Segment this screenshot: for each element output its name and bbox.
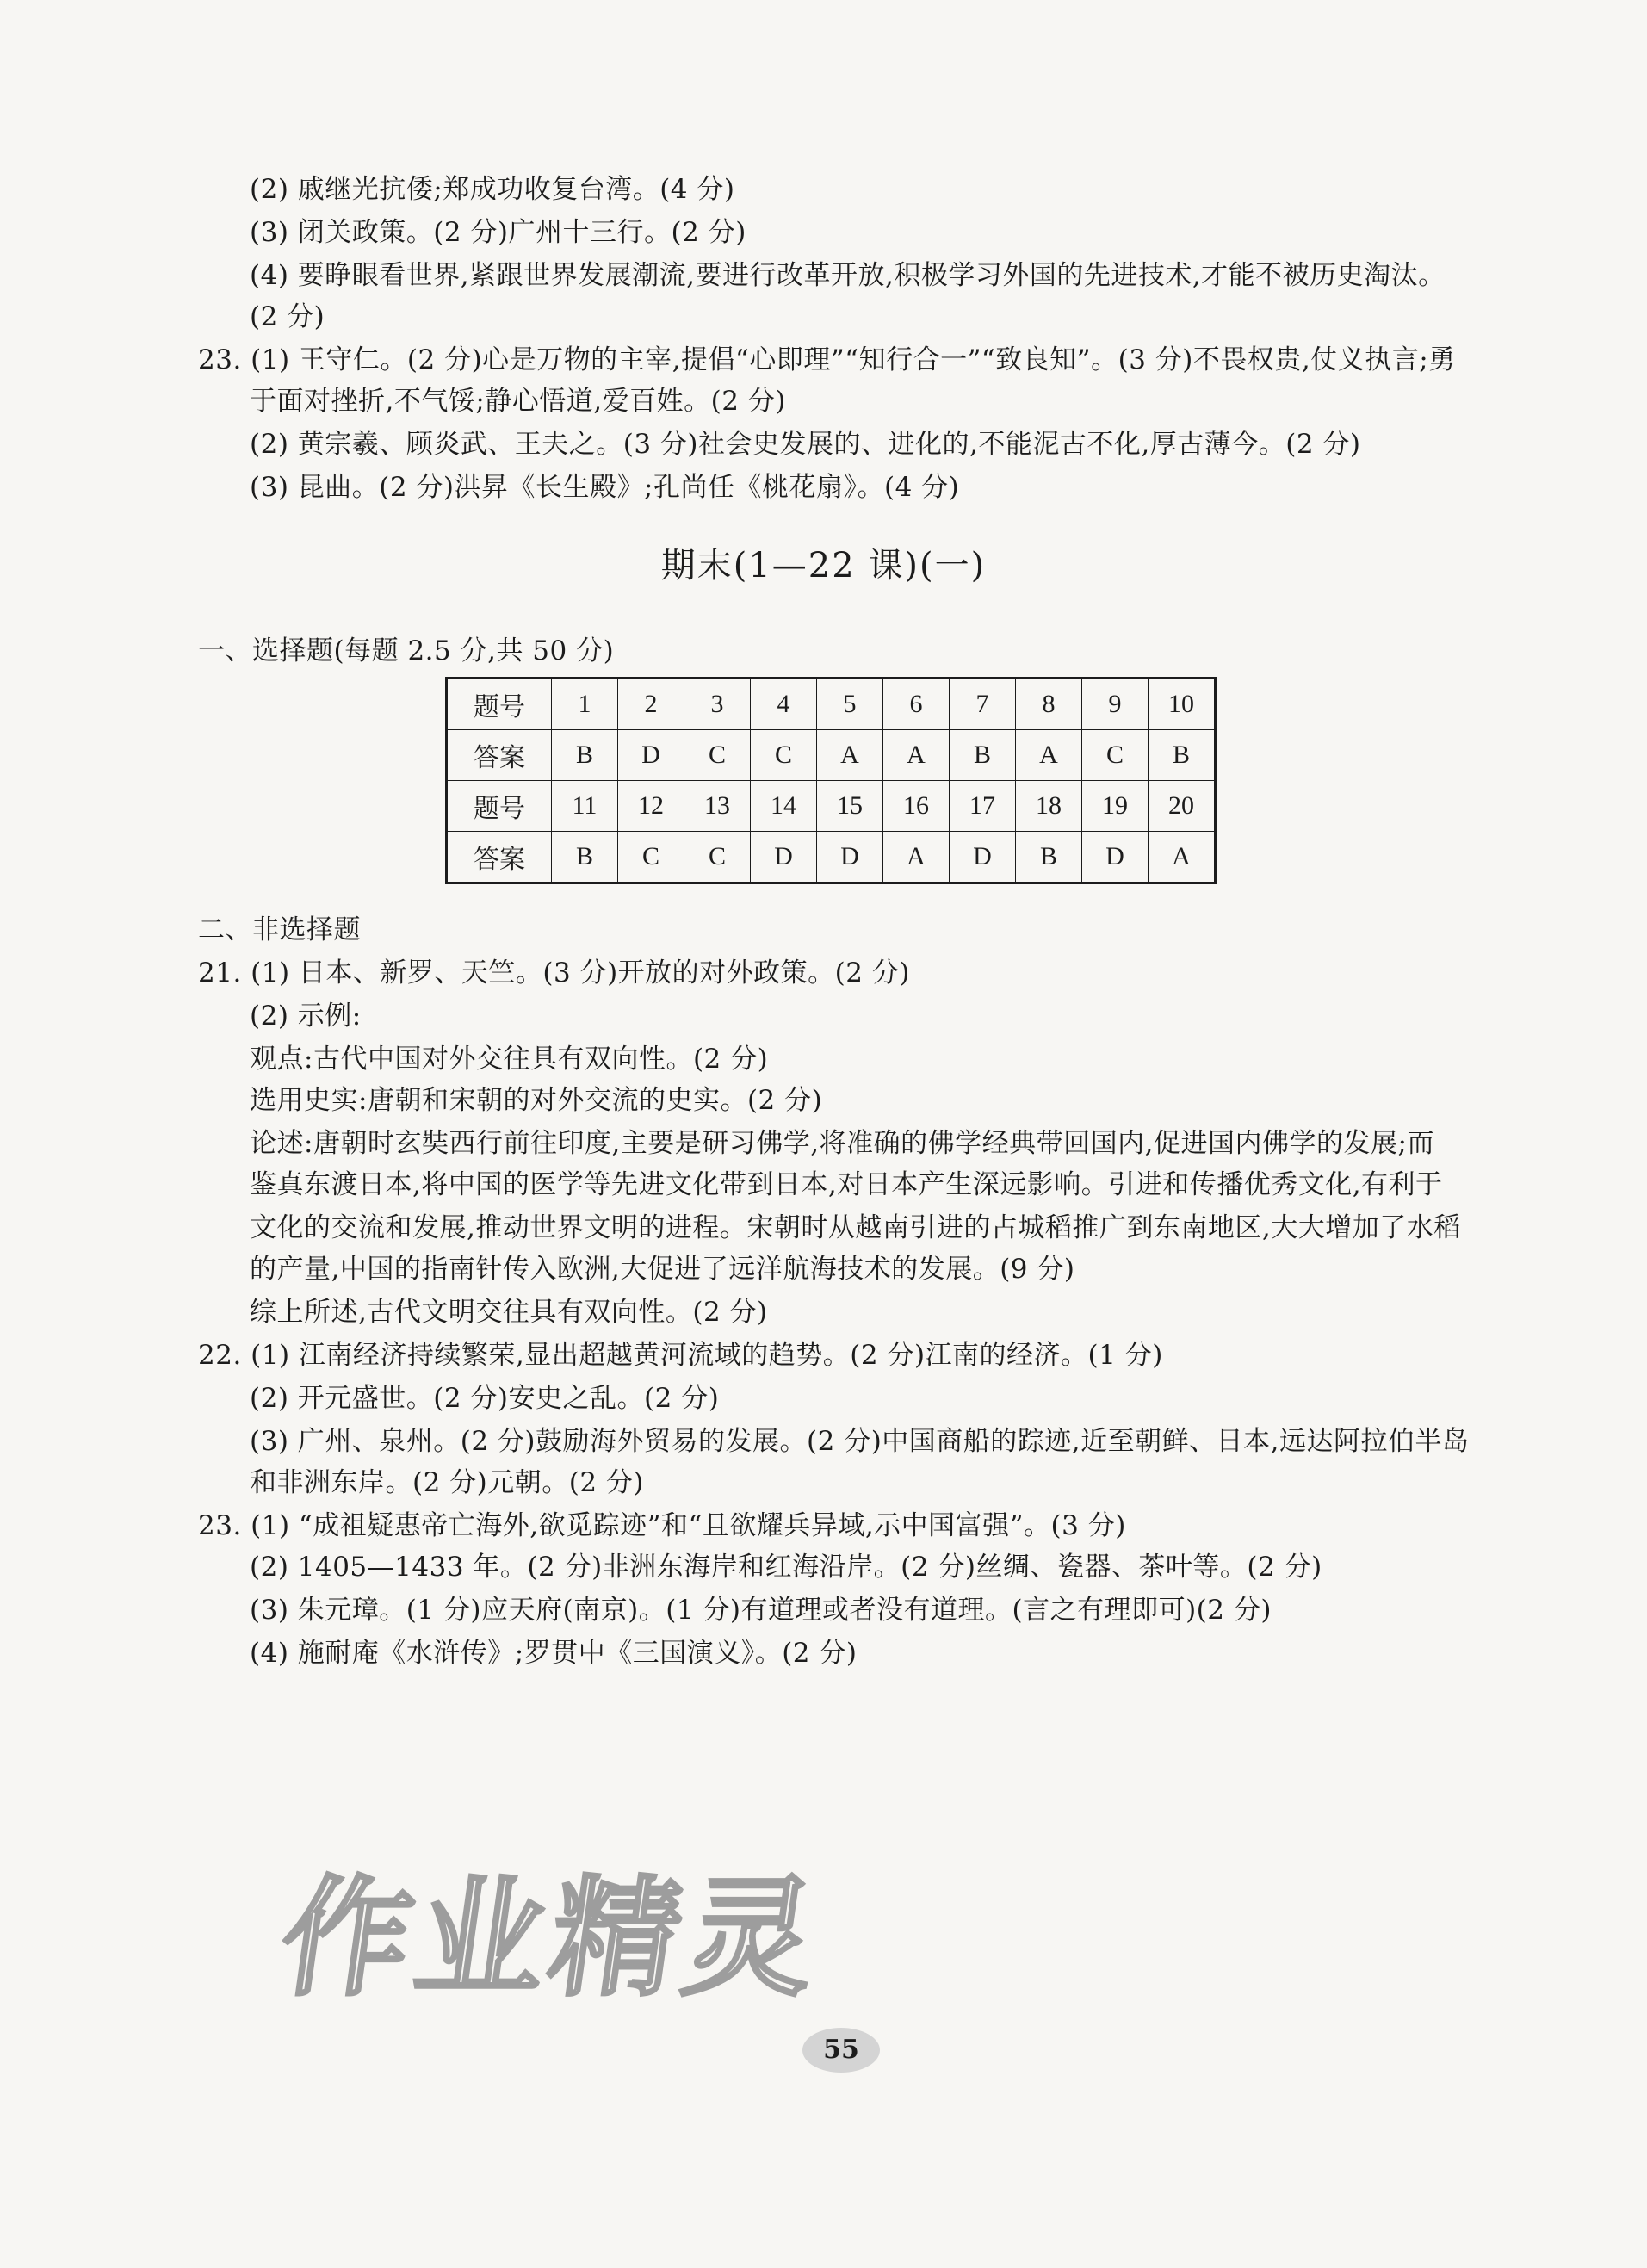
answer-line: (3) 闭关政策。(2 分)广州十三行。(2 分) [250, 217, 746, 248]
answer-line: (4) 施耐庵《水浒传》;罗贯中《三国演义》。(2 分) [250, 1638, 858, 1669]
table-cell: 12 [618, 781, 684, 832]
table-cell: C [684, 730, 751, 781]
table-cell: 19 [1082, 781, 1149, 832]
table-cell: C [618, 832, 684, 883]
table-cell: 1 [552, 679, 618, 730]
answer-line: (4) 要睁眼看世界,紧跟世界发展潮流,要进行改革开放,积极学习外国的先进技术,才能不被历史淘汰。 [250, 260, 1446, 291]
answer-line: (3) 朱元璋。(1 分)应天府(南京)。(1 分)有道理或者没有道理。(言之有理即可)(2 分) [250, 1595, 1272, 1626]
answer-line: 观点:古代中国对外交往具有双向性。(2 分) [250, 1044, 769, 1075]
question-23-line: 23. (1) 王守仁。(2 分)心是万物的主宰,提倡“心即理”“知行合一”“致良知”。(3 分)不畏权贵,仗义执言;勇 [198, 344, 1456, 375]
table-cell: B [950, 730, 1016, 781]
table-cell: D [751, 832, 817, 883]
answer-line: (2) 黄宗羲、顾炎武、王夫之。(3 分)社会史发展的、进化的,不能泥古不化,厚古薄今。(2 分) [250, 429, 1361, 460]
answer-line: 的产量,中国的指南针传入欧洲,大促进了远洋航海技术的发展。(9 分) [250, 1254, 1075, 1285]
row-label: 答案 [447, 730, 552, 781]
table-cell: D [817, 832, 883, 883]
answer-line: (2) 1405—1433 年。(2 分)非洲东海岸和红海沿岸。(2 分)丝绸、瓷器、茶叶等。(2 分) [250, 1552, 1322, 1583]
table-row [447, 730, 1216, 781]
table-cell: A [817, 730, 883, 781]
answer-line: 论述:唐朝时玄奘西行前往印度,主要是研习佛学,将准确的佛学经典带回国内,促进国内佛学的发展;而 [250, 1128, 1434, 1159]
section-heading-choice: 一、选择题(每题 2.5 分,共 50 分) [198, 635, 615, 666]
table-row [447, 832, 1216, 883]
table-cell: 15 [817, 781, 883, 832]
answer-line: (2 分) [250, 301, 325, 332]
answer-line: 鉴真东渡日本,将中国的医学等先进文化带到日本,对日本产生深远影响。引进和传播优秀文化,有利于 [250, 1169, 1443, 1200]
table-row [447, 781, 1216, 832]
table-cell: D [1082, 832, 1149, 883]
answer-line: 综上所述,古代文明交往具有双向性。(2 分) [250, 1297, 768, 1328]
table-cell: A [883, 730, 950, 781]
table-cell: 17 [950, 781, 1016, 832]
answer-line: 文化的交流和发展,推动世界文明的进程。宋朝时从越南引进的占城稻推广到东南地区,大大增加了水稻 [250, 1212, 1461, 1243]
answer-line: (2) 开元盛世。(2 分)安史之乱。(2 分) [250, 1383, 720, 1414]
table-cell: 4 [751, 679, 817, 730]
table-cell: D [618, 730, 684, 781]
answer-line: 选用史实:唐朝和宋朝的对外交流的史实。(2 分) [250, 1085, 823, 1116]
table-cell: C [684, 832, 751, 883]
table-cell: A [1149, 832, 1216, 883]
row-label: 答案 [447, 832, 552, 883]
table-cell: 3 [684, 679, 751, 730]
table-cell: A [1016, 730, 1082, 781]
table-cell: 14 [751, 781, 817, 832]
page-number: 55 [802, 2028, 880, 2073]
table-cell: 6 [883, 679, 950, 730]
table-cell: C [751, 730, 817, 781]
exam-title: 期末(1—22 课)(一) [660, 546, 987, 586]
table-cell: D [950, 832, 1016, 883]
table-cell: 10 [1149, 679, 1216, 730]
table-cell: 20 [1149, 781, 1216, 832]
table-cell: 13 [684, 781, 751, 832]
table-cell: 18 [1016, 781, 1082, 832]
question-22-line: 22. (1) 江南经济持续繁荣,显出超越黄河流域的趋势。(2 分)江南的经济。(1 分) [198, 1340, 1163, 1371]
table-cell: 8 [1016, 679, 1082, 730]
answer-table [445, 677, 1217, 884]
question-21-line: 21. (1) 日本、新罗、天竺。(3 分)开放的对外政策。(2 分) [198, 957, 910, 988]
table-row [447, 679, 1216, 730]
table-cell: B [1016, 832, 1082, 883]
answer-line: (2) 戚继光抗倭;郑成功收复台湾。(4 分) [250, 174, 735, 205]
table-cell: C [1082, 730, 1149, 781]
answer-line: (2) 示例: [250, 1001, 362, 1032]
answer-line: 和非洲东岸。(2 分)元朝。(2 分) [250, 1467, 645, 1498]
watermark: 作业精灵 [271, 1864, 831, 2014]
answer-line: (3) 广州、泉州。(2 分)鼓励海外贸易的发展。(2 分)中国商船的踪迹,近至朝鲜、日本,远达阿拉伯半岛 [250, 1426, 1470, 1457]
table-cell: B [552, 832, 618, 883]
table-cell: 5 [817, 679, 883, 730]
question-23-line: 23. (1) “成祖疑惠帝亡海外,欲觅踪迹”和“且欲耀兵异域,示中国富强”。(3 分) [198, 1510, 1126, 1541]
table-cell: 7 [950, 679, 1016, 730]
row-label: 题号 [447, 781, 552, 832]
section-heading-nonchoice: 二、非选择题 [198, 914, 361, 945]
answer-line: 于面对挫折,不气馁;静心悟道,爱百姓。(2 分) [250, 386, 786, 417]
row-label: 题号 [447, 679, 552, 730]
table-cell: 16 [883, 781, 950, 832]
table-cell: B [1149, 730, 1216, 781]
table-cell: 11 [552, 781, 618, 832]
table-cell: 9 [1082, 679, 1149, 730]
table-cell: A [883, 832, 950, 883]
table-cell: 2 [618, 679, 684, 730]
table-cell: B [552, 730, 618, 781]
answer-line: (3) 昆曲。(2 分)洪昇《长生殿》;孔尚任《桃花扇》。(4 分) [250, 472, 960, 503]
